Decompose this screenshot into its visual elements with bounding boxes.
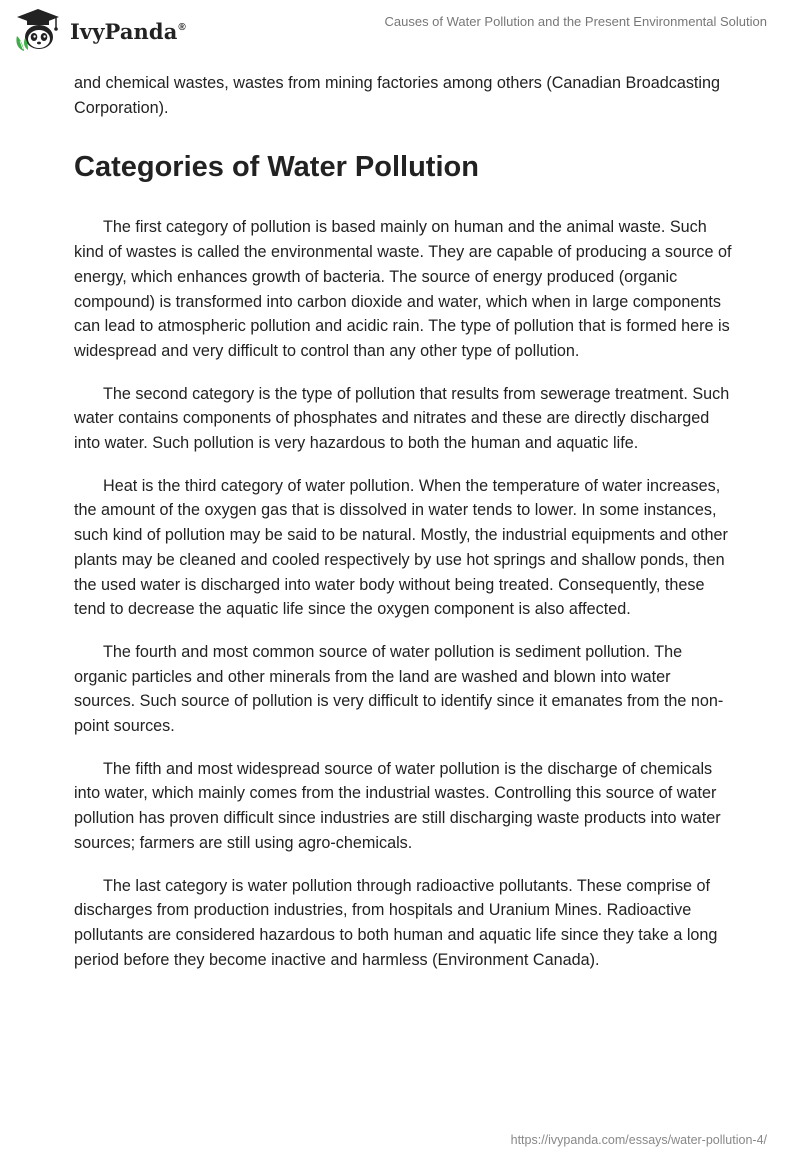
source-url-link[interactable]: https://ivypanda.com/essays/water-pollution-4/ <box>510 1133 767 1147</box>
page-header <box>0 0 800 64</box>
section-heading: Categories of Water Pollution <box>74 151 479 184</box>
paragraph-third-category: Heat is the third category of water pollution. When the temperature of water increases, the amount of the oxygen gas that is dissolved in water tends to lower. In some instances, such kind of pollution may be said to be natural. Mostly, the industrial equipments and other plants may be cleaned and cooled respectively by use hot springs and shallow ponds, then the used water is discharged into water body without being treated. Consequently, these tend to decrease the aquatic life since the oxygen component is also affected. <box>74 476 728 619</box>
panda-graduate-logo-icon <box>14 8 62 52</box>
paragraph-first-category: The first category of pollution is based mainly on human and the animal waste. Such kind of wastes is called the environmental waste. They are capable of producing a source of energy, which enhances growth of bacteria. The source of energy produced (organic compound) is transformed into carbon dioxide and water, which when in large components can lead to atmospheric pollution and acidic rain. The type of pollution that is formed here is widespread and very difficult to control than any other type of pollution. <box>74 218 732 360</box>
ivypanda-logo[interactable] <box>14 8 186 52</box>
continued-paragraph: and chemical wastes, wastes from mining factories among others (Canadian Broadcasting Corporation). <box>74 74 721 117</box>
logo-wordmark: IvyPanda® <box>70 18 186 44</box>
paragraph-fifth-category: The fifth and most widespread source of water pollution is the discharge of chemicals into water, which mainly comes from the industrial wastes. Controlling this source of water pollution has proven difficult since industries are still discharging waste products into water sources; farmers are still using agro-chemicals. <box>74 759 721 852</box>
registered-mark: ® <box>178 21 186 33</box>
paragraph-fourth-category: The fourth and most common source of water pollution is sediment pollution. The organic particles and other minerals from the land are washed and blown into water sources. Such source of pollution is very difficult to identify since it emanates from the non-point sources. <box>74 642 724 736</box>
paragraph-second-category: The second category is the type of pollution that results from sewerage treatment. Such water contains components of phosphates and nitrates and these are directly discharged into water. Such pollution is very hazardous to both the human and aquatic life. <box>74 384 730 453</box>
essay-content <box>74 71 734 990</box>
paragraph-last-category: The last category is water pollution through radioactive pollutants. These comprise of discharges from production industries, from hospitals and Uranium Mines. Radioactive pollutants are considered hazardous to both human and aquatic life since they take a long period before they become inactive and harmless (Environment Canada). <box>74 876 718 969</box>
document-title: Causes of Water Pollution and the Present Environmental Solution <box>384 14 767 29</box>
